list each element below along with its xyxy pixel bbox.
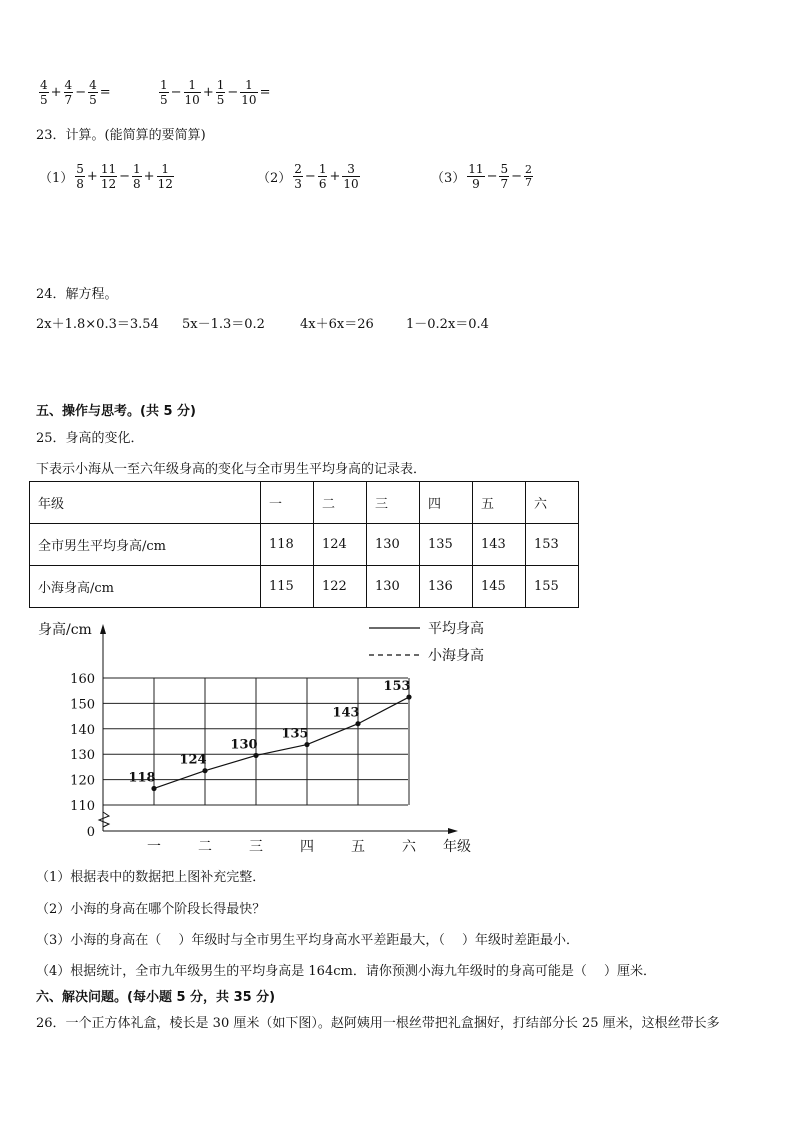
fraction: $\frac{11}{9}$ xyxy=(468,162,484,191)
operator: − xyxy=(511,169,523,184)
table-cell: 122 xyxy=(314,566,367,608)
chart-series xyxy=(128,679,411,791)
fraction: $\frac{5}{8}$ xyxy=(76,162,84,191)
expr-top-b xyxy=(158,78,271,107)
data-point xyxy=(304,742,309,747)
axis-break-mark xyxy=(99,812,109,827)
table-cell: 115 xyxy=(261,566,314,608)
data-label: 135 xyxy=(281,726,309,742)
data-point xyxy=(406,694,411,699)
operator: − xyxy=(170,85,182,100)
table-cell: 年级 xyxy=(30,482,261,524)
q25-question-4: （4）根据统计，全市九年级男生的平均身高是 164cm．请你预测小海九年级时的身高可能是（ ）厘米． xyxy=(36,964,656,979)
x-axis-arrow xyxy=(448,828,458,834)
operator: + xyxy=(50,85,62,100)
fraction: $\frac{3}{10}$ xyxy=(343,162,359,191)
fraction: $\frac{1}{10}$ xyxy=(184,78,200,107)
x-tick-label: 一 xyxy=(147,839,161,855)
q23-part-3 xyxy=(430,162,534,191)
y-tick-label: 130 xyxy=(70,748,95,764)
table-cell: 小海身高/cm xyxy=(30,566,261,608)
legend-label: 小海身高 xyxy=(428,648,484,664)
q24-equation-3: 4x＋6x＝26 xyxy=(300,317,374,332)
data-label: 118 xyxy=(128,770,156,786)
q24-title: 24．解方程。 xyxy=(36,287,118,302)
table-cell: 135 xyxy=(420,524,473,566)
operator: + xyxy=(202,85,214,100)
table-cell: 三 xyxy=(367,482,420,524)
q25-question-2: （2）小海的身高在哪个阶段长得最快？ xyxy=(36,902,266,917)
operator: − xyxy=(304,169,316,184)
table-cell: 二 xyxy=(314,482,367,524)
y-axis-title: 身高/cm xyxy=(38,622,92,638)
table-row xyxy=(30,566,579,608)
q26-text: 26．一个正方体礼盒，棱长是 30 厘米（如下图）。赵阿姨用一根丝带把礼盒捆好，打结部分长 25 厘米，这根丝带长多 xyxy=(36,1016,720,1031)
y-tick-label: 120 xyxy=(70,773,95,789)
table-cell: 六 xyxy=(526,482,579,524)
fraction: $\frac{1}{6}$ xyxy=(318,162,327,191)
table-cell: 130 xyxy=(367,566,420,608)
q23-part-2 xyxy=(256,162,361,191)
fraction: $\frac{1}{10}$ xyxy=(241,78,257,107)
data-point xyxy=(355,721,360,726)
table-cell: 155 xyxy=(526,566,579,608)
operator: + xyxy=(86,169,98,184)
table-cell: 145 xyxy=(473,566,526,608)
fraction: $\frac{1}{5}$ xyxy=(216,78,225,107)
data-point xyxy=(253,753,258,758)
chart-legend xyxy=(369,620,484,664)
table-cell: 130 xyxy=(367,524,420,566)
height-record-table xyxy=(29,481,579,608)
data-point xyxy=(151,786,156,791)
operator: + xyxy=(143,169,155,184)
fraction: $\frac{4}{5}$ xyxy=(40,78,48,107)
section-5-title: 五、操作与思考。(共 5 分) xyxy=(36,404,196,419)
x-tick-label: 四 xyxy=(300,839,314,855)
fraction: $\frac{2}{3}$ xyxy=(294,162,302,191)
x-axis-title: 年级 xyxy=(443,839,471,855)
fraction: $\frac{1}{8}$ xyxy=(133,162,141,191)
data-point xyxy=(202,768,207,773)
fraction: $\frac{1}{5}$ xyxy=(160,78,168,107)
table-cell: 136 xyxy=(420,566,473,608)
q25-question-1: （1）根据表中的数据把上图补充完整． xyxy=(36,870,266,885)
part-label: （1） xyxy=(39,171,74,186)
section-6-title: 六、解决问题。(每小题 5 分，共 35 分) xyxy=(36,990,276,1005)
y-tick-label: 150 xyxy=(70,697,95,713)
fraction: $\frac{5}{7}$ xyxy=(500,162,509,191)
fraction: $\frac{4}{5}$ xyxy=(89,78,97,107)
operator: − xyxy=(486,169,498,184)
table-cell: 全市男生平均身高/cm xyxy=(30,524,261,566)
y-tick-label: 110 xyxy=(70,799,95,814)
data-label: 153 xyxy=(383,679,411,695)
data-label: 130 xyxy=(230,737,258,753)
data-label: 143 xyxy=(332,705,360,721)
operator: = xyxy=(99,85,111,100)
y-tick-label: 140 xyxy=(70,722,95,738)
x-tick-label: 二 xyxy=(198,839,212,855)
data-label: 124 xyxy=(179,752,207,768)
q25-intro: 下表示小海从一至六年级身高的变化与全市男生平均身高的记录表． xyxy=(36,462,427,477)
part-label: （3） xyxy=(431,171,466,186)
fraction: $\frac{2}{7}$ xyxy=(525,163,533,189)
q24-equation-1: 2x＋1.8×0.3＝3.54 xyxy=(36,317,159,332)
fraction: $\frac{4}{7}$ xyxy=(64,78,73,107)
fraction: $\frac{1}{12}$ xyxy=(157,162,173,191)
x-tick-label: 五 xyxy=(351,839,365,855)
operator: − xyxy=(119,169,131,184)
table-cell: 118 xyxy=(261,524,314,566)
q24-equation-4: 1－0.2x＝0.4 xyxy=(406,317,489,332)
q25-title: 25．身高的变化． xyxy=(36,431,144,446)
y-tick-label: 160 xyxy=(70,672,95,687)
x-tick-label: 三 xyxy=(249,839,263,855)
table-cell: 124 xyxy=(314,524,367,566)
expr-top-a xyxy=(38,78,112,107)
q23-part-1 xyxy=(38,162,175,191)
series-line xyxy=(154,697,409,788)
operator: = xyxy=(259,85,271,100)
table-cell: 143 xyxy=(473,524,526,566)
y-axis-arrow xyxy=(100,624,106,634)
operator: − xyxy=(75,85,87,100)
q25-question-3: （3）小海的身高在（ ）年级时与全市男生平均身高水平差距最大，（ ）年级时差距最小． xyxy=(36,933,580,948)
table-cell: 五 xyxy=(473,482,526,524)
q24-equation-2: 5x－1.3＝0.2 xyxy=(182,317,265,332)
table-cell: 四 xyxy=(420,482,473,524)
part-label: （2） xyxy=(257,171,292,186)
table-cell: 153 xyxy=(526,524,579,566)
q23-title: 23．计算。(能简算的要简算) xyxy=(36,128,206,143)
y-tick-label: 0 xyxy=(86,825,95,840)
table-header-row xyxy=(30,482,579,524)
operator: + xyxy=(329,169,341,184)
legend-label: 平均身高 xyxy=(428,621,484,637)
table-cell: 一 xyxy=(261,482,314,524)
height-line-chart xyxy=(0,612,520,862)
x-tick-label: 六 xyxy=(402,839,416,855)
table-row xyxy=(30,524,579,566)
operator: − xyxy=(227,85,239,100)
fraction: $\frac{11}{12}$ xyxy=(100,162,117,191)
